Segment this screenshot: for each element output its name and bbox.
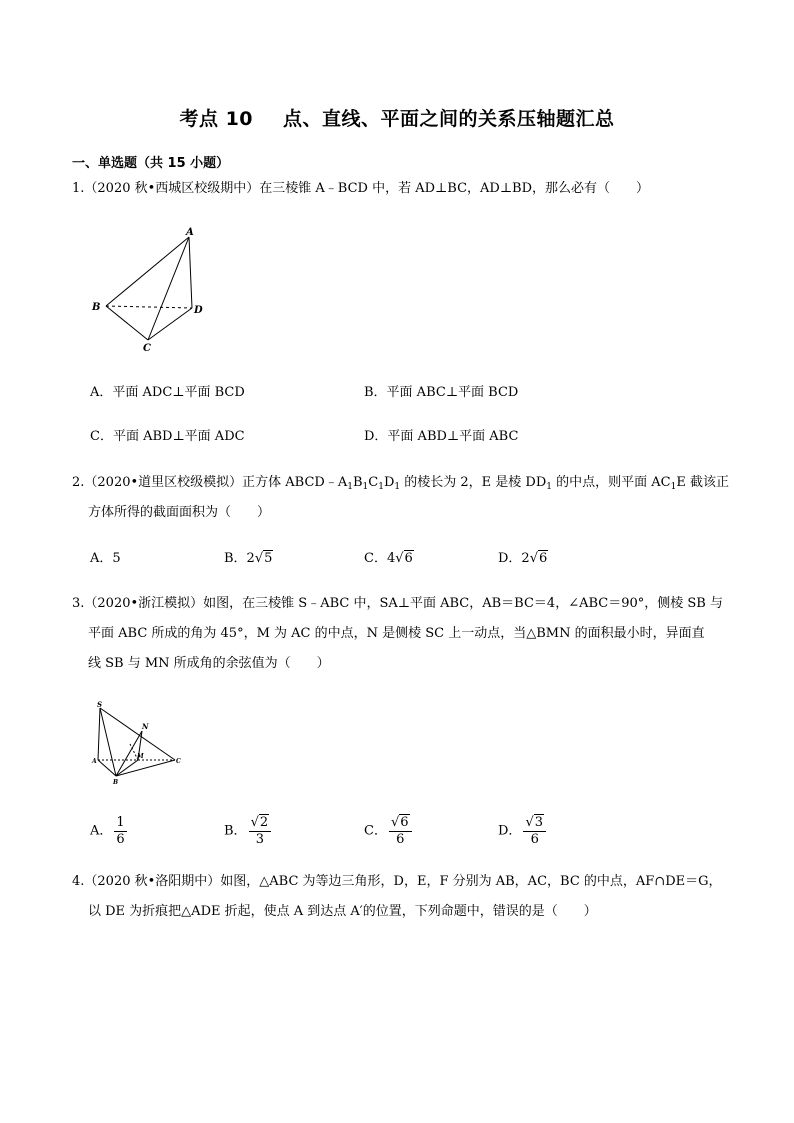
numerator xyxy=(249,815,272,832)
root-sign: √ xyxy=(250,815,259,830)
radicand: 2 xyxy=(259,815,269,830)
q3-text-line1: 3.（2020•浙江模拟）如图，在三棱锥 S﹣ABC 中，SA⊥平面 ABC，AB＝BC＝4，∠ABC＝90°，侧棱 SB 与 xyxy=(72,596,723,611)
denominator: 6 xyxy=(530,832,539,847)
root-sign: √ xyxy=(254,551,264,566)
page-title xyxy=(0,104,794,131)
q2-seg: D xyxy=(383,475,395,490)
q1-option-d[interactable]: D．平面 ABD⊥平面 ABC xyxy=(364,429,519,444)
q3-label-a: A xyxy=(92,758,97,765)
title-topic-name: 点、直线、平面之间的关系压轴题汇总 xyxy=(283,108,615,130)
q2-sub: 1 xyxy=(670,482,677,492)
denominator: 6 xyxy=(116,832,125,847)
q3-label-c: C xyxy=(176,758,181,765)
q3-text-line3: 线 SB 与 MN 所成角的余弦值为（ ） xyxy=(88,656,330,671)
q4-text-line2: 以 DE 为折痕把△ADE 折起，使点 A 到达点 A′的位置，下列命题中，错误的是（ ） xyxy=(88,904,597,919)
q4-text-line1: 4.（2020 秋•洛阳期中）如图，△ABC 为等边三角形，D，E，F 分别为 AB，AC，BC 的中点，AF∩DE＝G， xyxy=(72,874,722,889)
q3-label-m: M xyxy=(137,753,144,760)
q3-option-c[interactable] xyxy=(364,815,412,848)
q3-label-n: N xyxy=(142,722,149,731)
q2-sub: 1 xyxy=(378,482,384,492)
q2-seg: B xyxy=(352,475,363,490)
q3-option-a[interactable] xyxy=(90,815,127,848)
q1-figure xyxy=(86,224,216,354)
root-sign: √ xyxy=(529,551,538,566)
sqrt-symbol xyxy=(391,815,410,831)
q1-label-c: C xyxy=(143,343,151,354)
q1-text: 1.（2020 秋•西城区校级期中）在三棱锥 A﹣BCD 中，若 AD⊥BC，AD⊥BD，那么必有（ ） xyxy=(72,181,650,196)
q3-option-d-label: D． xyxy=(498,823,522,839)
fraction xyxy=(389,815,412,848)
q3-option-a-label: A． xyxy=(90,823,113,839)
q3-option-b[interactable] xyxy=(224,815,271,848)
root-sign: √ xyxy=(525,815,534,830)
numerator xyxy=(389,815,412,832)
sqrt-symbol xyxy=(255,550,274,568)
radicand: 5 xyxy=(264,551,273,566)
q2-sub: 1 xyxy=(546,482,552,492)
numerator xyxy=(523,815,546,832)
q2-option-a[interactable]: A．5 xyxy=(90,551,121,566)
section-heading: 一、单选题（共 15 小题） xyxy=(72,156,230,171)
radicand: 6 xyxy=(539,551,548,566)
denominator: 6 xyxy=(396,832,405,847)
q2-option-b-label: B．2 xyxy=(224,551,255,566)
numerator: 1 xyxy=(116,815,125,830)
q2-option-d-label: D．2 xyxy=(498,551,530,566)
q3-option-d[interactable] xyxy=(498,815,546,848)
denominator: 3 xyxy=(255,832,264,847)
q2-seg: 的棱长为 2，E 是棱 DD xyxy=(400,475,547,490)
q2-seg: C xyxy=(368,475,379,490)
q1-option-c[interactable]: C．平面 ABD⊥平面 ADC xyxy=(90,429,245,444)
fraction xyxy=(523,815,546,848)
q3-text-line2: 平面 ABC 所成的角为 45°，M 为 AC 的中点，N 是侧棱 SC 上一动点，当△BMN 的面积最小时，异面直 xyxy=(88,626,705,641)
q1-option-b[interactable]: B．平面 ABC⊥平面 BCD xyxy=(364,385,519,400)
q3-figure xyxy=(90,700,190,785)
q2-text-line2: 方体所得的截面面积为（ ） xyxy=(88,505,271,520)
q2-option-c[interactable] xyxy=(364,550,414,568)
q1-label-b: B xyxy=(92,302,101,313)
fraction xyxy=(249,815,272,848)
root-sign: √ xyxy=(390,815,400,830)
sqrt-symbol xyxy=(395,550,414,568)
q2-sub: 1 xyxy=(362,482,369,492)
q2-option-b[interactable] xyxy=(224,550,273,568)
sqrt-symbol xyxy=(530,550,549,568)
q1-label-a: A xyxy=(186,227,194,238)
q3-option-c-label: C． xyxy=(364,823,387,839)
fraction xyxy=(114,815,126,848)
radicand: 3 xyxy=(534,815,544,830)
q2-seg: 的中点，则平面 AC xyxy=(552,475,671,490)
q3-label-b: B xyxy=(113,779,119,785)
q2-sub: 1 xyxy=(394,482,401,492)
q2-sub: 1 xyxy=(347,482,353,492)
q1-option-a[interactable]: A．平面 ADC⊥平面 BCD xyxy=(90,385,245,400)
radicand: 6 xyxy=(404,551,413,566)
radicand: 6 xyxy=(400,815,409,830)
q1-label-d: D xyxy=(194,305,203,316)
root-sign: √ xyxy=(395,551,404,566)
sqrt-symbol xyxy=(251,815,270,831)
q2-option-c-label: C．4 xyxy=(364,551,396,566)
q2-seg: 2.（2020•道里区校级模拟）正方体 ABCD﹣A xyxy=(72,475,348,490)
title-topic-number: 考点 10 xyxy=(179,108,254,130)
q2-seg: E 截该正 xyxy=(676,475,729,490)
q2-text-line1 xyxy=(72,474,729,492)
sqrt-symbol xyxy=(525,815,544,831)
q3-label-s: S xyxy=(97,700,103,709)
q3-option-b-label: B． xyxy=(224,823,247,839)
q2-option-d[interactable] xyxy=(498,550,548,568)
